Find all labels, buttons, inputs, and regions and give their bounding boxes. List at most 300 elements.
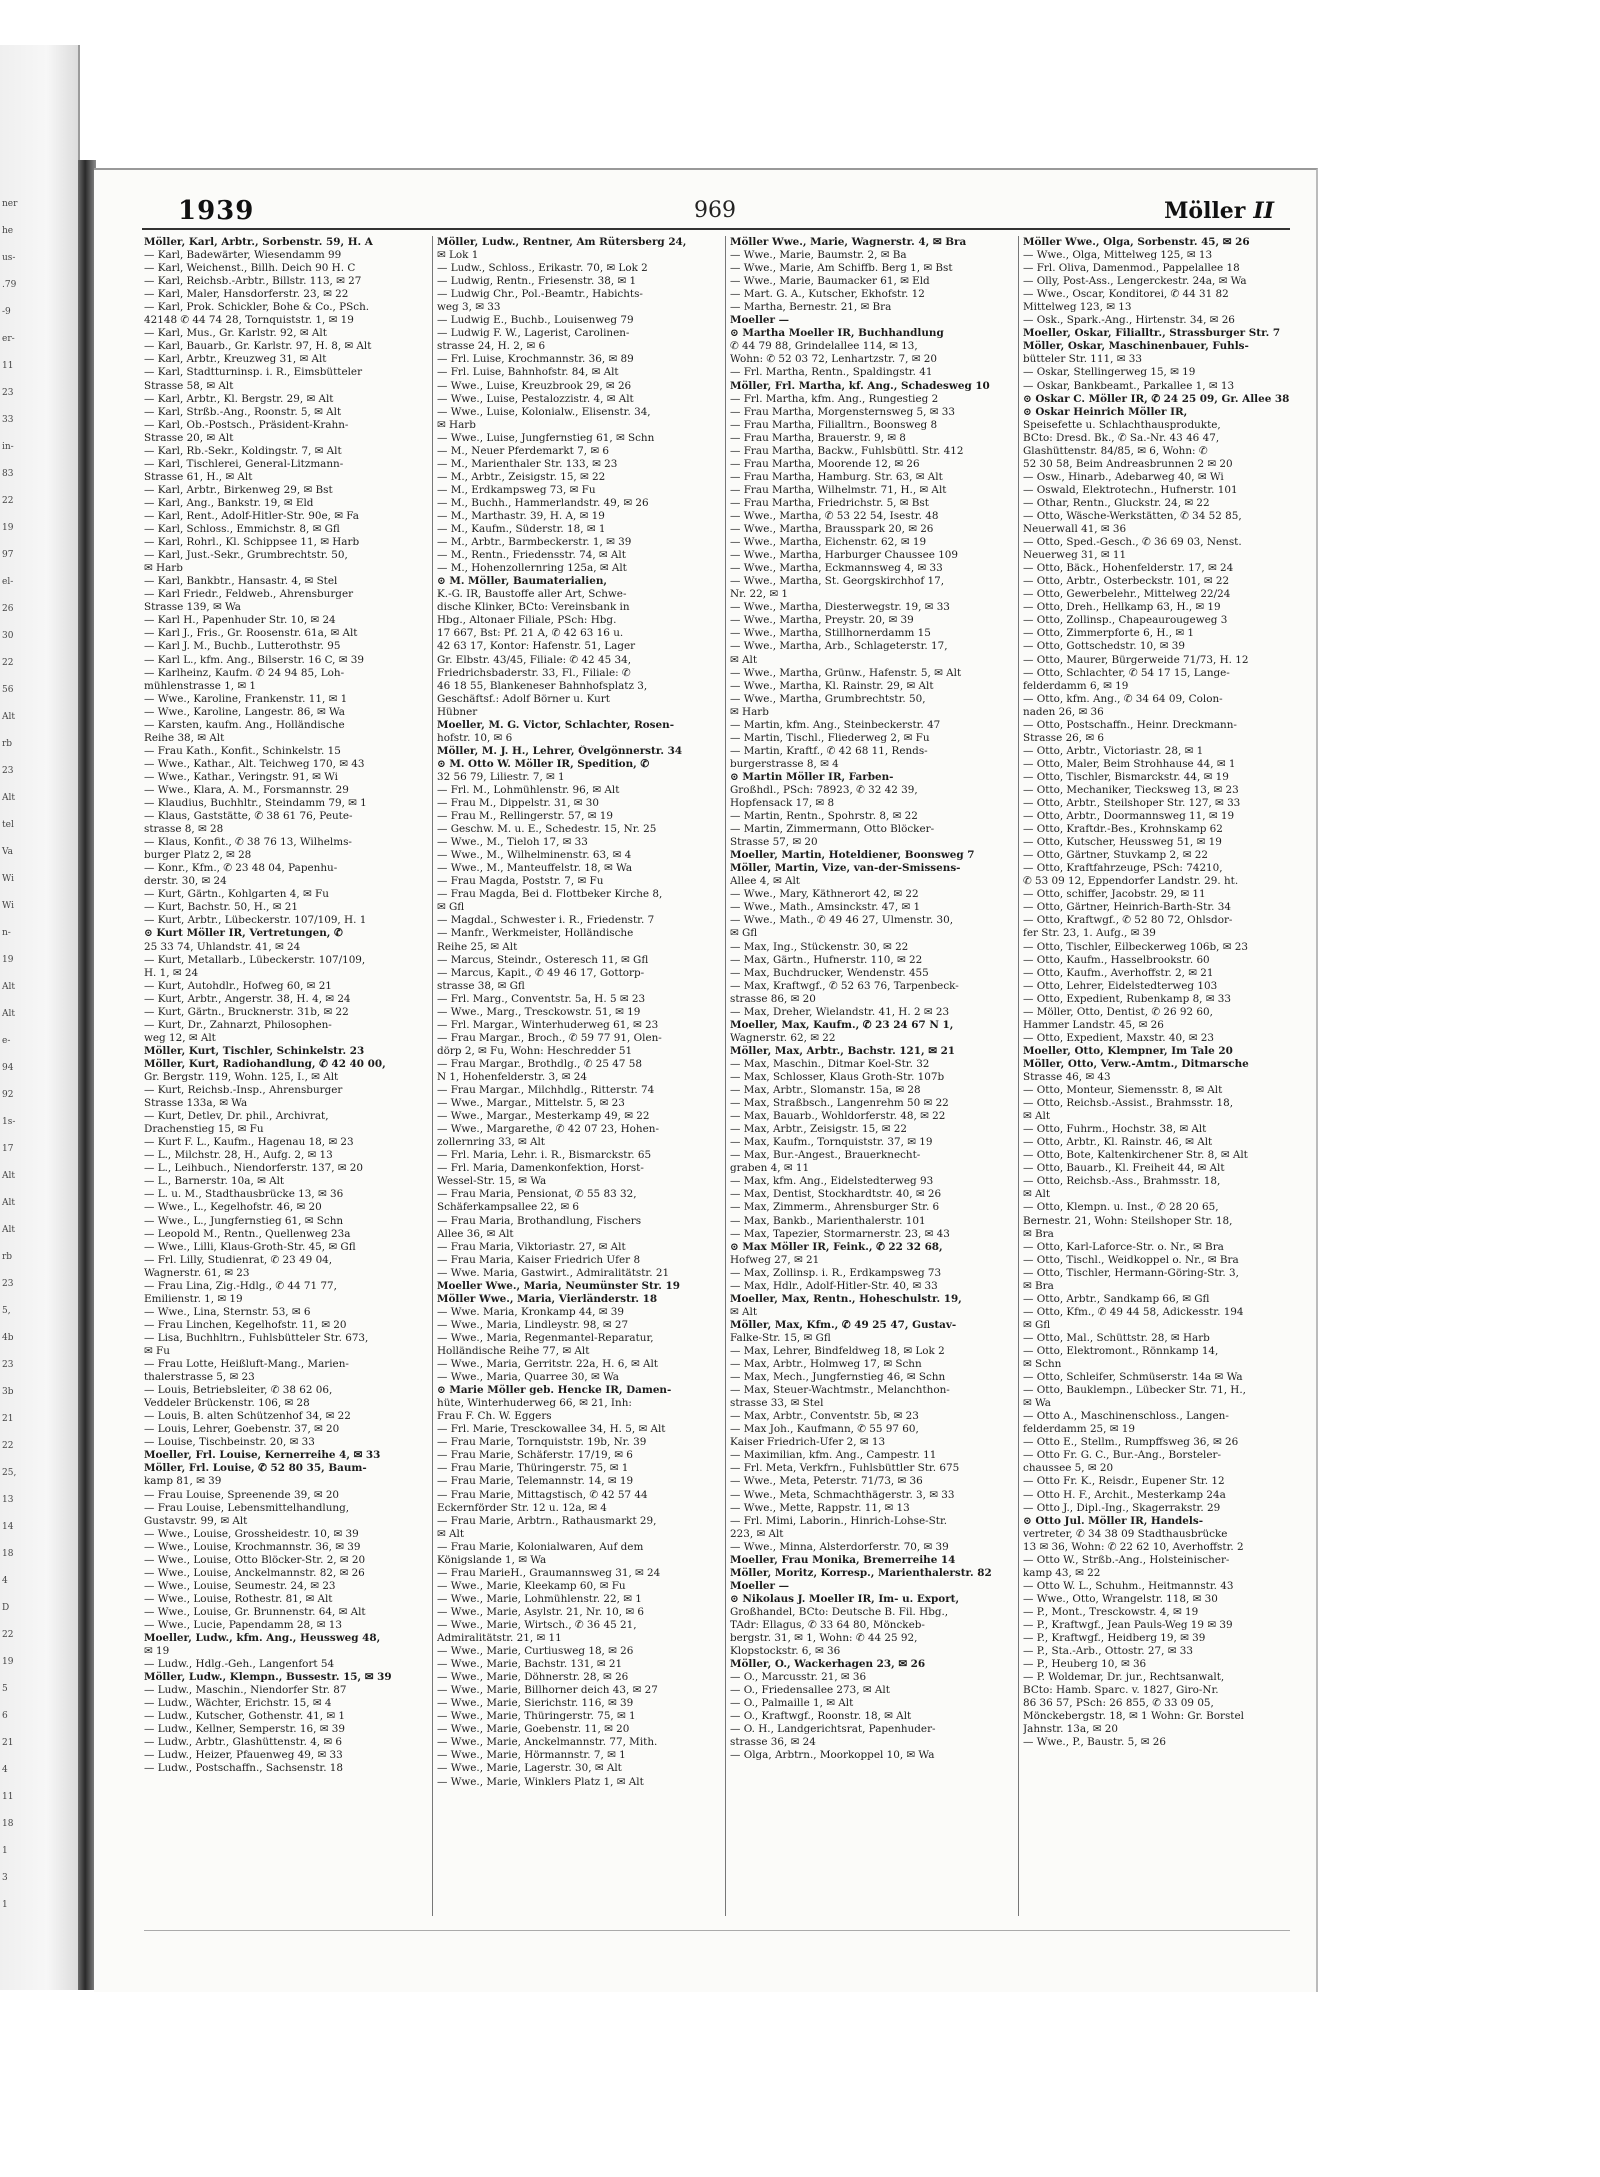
- directory-entry-line: strasse 8, ✉ 28: [144, 823, 224, 836]
- directory-entry-line: ✆ 44 79 88, Grindelallee 114, ✉ 13,: [730, 340, 918, 353]
- directory-entry-line: — Max, Dreher, Wielandstr. 41, H. 2 ✉ 23: [730, 1005, 950, 1018]
- directory-entry-line: ⊙ Nikolaus J. Moeller IR, Im- u. Export,: [730, 1592, 960, 1605]
- directory-entry-line: — Frau Martha, Moorende 12, ✉ 26: [730, 457, 920, 470]
- edge-text-fragment: 26: [2, 604, 14, 614]
- directory-entry-line: Großhdl., PSch: 78923, ✆ 32 42 39,: [730, 783, 918, 796]
- directory-entry-line: Strasse 58, ✉ Alt: [144, 379, 234, 392]
- edge-text-fragment: e-: [2, 1036, 11, 1046]
- directory-entry-line: Allee 36, ✉ Alt: [437, 1227, 514, 1240]
- directory-entry-line: — M., Marthastr. 39, H. A, ✉ 19: [437, 509, 605, 522]
- running-head-part: II: [1253, 198, 1274, 224]
- directory-entry-line: — Karl, Ob.-Postsch., Präsident-Krahn-: [144, 418, 349, 431]
- directory-entry-line: chaussee 5, ✉ 20: [1023, 1462, 1114, 1475]
- directory-entry-line: — Maximilian, kfm. Ang., Campestr. 11: [730, 1449, 937, 1462]
- directory-entry-line: — Otto, Sped.-Gesch., ✆ 36 69 03, Nenst.: [1023, 536, 1242, 549]
- directory-entry-line: — Klaudius, Buchhltr., Steindamm 79, ✉ 1: [144, 797, 367, 810]
- directory-entry-line: — Karl J. M., Buchb., Lutterothstr. 95: [144, 640, 341, 653]
- directory-entry-line: — Martha, Bernestr. 21, ✉ Bra: [730, 301, 892, 314]
- directory-entry-line: Strasse 61, H., ✉ Alt: [144, 470, 253, 483]
- edge-text-fragment: Wi: [2, 874, 14, 884]
- directory-entry-line: — Max, Bur.-Angest., Brauerknecht-: [730, 1149, 921, 1162]
- directory-entry-line: — Max, Straßbsch., Langenrehm 50 ✉ 22: [730, 1097, 949, 1110]
- directory-entry-line: — Otto, Arbtr., Doormannsweg 11, ✉ 19: [1023, 810, 1235, 823]
- directory-entry-line: — Frau Linchen, Kegelhofstr. 11, ✉ 20: [144, 1318, 347, 1331]
- directory-entry-line: — Frau Margar., Brothdlg., ✆ 25 47 58: [437, 1057, 642, 1070]
- directory-entry-line: — Karl, Schloss., Emmichstr. 8, ✉ Gfl: [144, 523, 340, 536]
- directory-entry-line: — Frau M., Dippelstr. 31, ✉ 30: [437, 797, 600, 810]
- directory-entry-line: — M., Marienthaler Str. 133, ✉ 23: [437, 457, 618, 470]
- directory-entry-line: Strasse 133a, ✉ Wa: [144, 1097, 248, 1110]
- directory-entry-line: ✉ Gfl: [437, 901, 465, 914]
- directory-entry-line: — Klaus, Gaststätte, ✆ 38 61 76, Peute-: [144, 810, 353, 823]
- directory-entry-line: dörp 2, ✉ Fu, Wohn: Heschredder 51: [437, 1044, 633, 1057]
- directory-entry-line: Mönckebergstr. 18, ✉ 1 Wohn: Gr. Borstel: [1023, 1710, 1244, 1723]
- column-divider: [1018, 236, 1019, 1916]
- directory-entry-line: ⊙ Oskar Heinrich Möller IR,: [1023, 405, 1188, 418]
- directory-entry-line: Allee 4, ✉ Alt: [730, 875, 800, 888]
- directory-entry-line: — Otto A., Maschinenschloss., Langen-: [1023, 1410, 1229, 1423]
- edge-text-fragment: 11: [2, 1792, 14, 1802]
- directory-entry-line: — Ludw., Arbtr., Glashüttenstr. 4, ✉ 6: [144, 1736, 343, 1749]
- directory-entry-line: — M., Erdkampsweg 73, ✉ Fu: [437, 483, 596, 496]
- directory-entry-line: Gr. Elbstr. 43/45, Filiale: ✆ 42 45 34,: [437, 653, 632, 666]
- directory-entry-line: — Wwe., Maria, Regenmantel-Reparatur,: [437, 1331, 654, 1344]
- edge-text-fragment: ner: [2, 199, 18, 209]
- directory-entry-line: — Karl J., Fris., Gr. Roosenstr. 61a, ✉ Alt: [144, 627, 358, 640]
- directory-column-4: [1023, 236, 1307, 1916]
- directory-entry-line: ⊙ Max Möller IR, Feink., ✆ 22 32 68,: [730, 1240, 943, 1253]
- directory-entry-line: — Max, Arbtr., Slomanstr. 15a, ✉ 28: [730, 1084, 921, 1097]
- edge-text-fragment: 92: [2, 1090, 14, 1100]
- directory-entry-line: — Wwe., Martha, ✆ 53 22 54, Isestr. 48: [730, 509, 939, 522]
- directory-entry-line: — Wwe., Martha, Grünw., Hafenstr. 5, ✉ Alt: [730, 666, 962, 679]
- directory-entry-line: burger Platz 2, ✉ 28: [144, 849, 252, 862]
- directory-entry-line: — Max, Gärtn., Hufnerstr. 110, ✉ 22: [730, 953, 923, 966]
- directory-entry-line: — Otto, Tischl., Weidkoppel o. Nr., ✉ Bra: [1023, 1253, 1239, 1266]
- directory-entry-line: — Wwe., Maria, Lindleystr. 98, ✉ 27: [437, 1318, 629, 1331]
- directory-entry-line: — Otto, Gottschedstr. 10, ✉ 39: [1023, 640, 1185, 653]
- directory-entry-line: Drachenstieg 15, ✉ Fu: [144, 1123, 264, 1136]
- directory-entry-line: — Karsten, kaufm. Ang., Holländische: [144, 718, 345, 731]
- directory-entry-line: 42148 ✆ 44 74 28, Tornquiststr. 1, ✉ 19: [144, 314, 354, 327]
- edge-text-fragment: Alt: [2, 1198, 15, 1208]
- directory-entry-line: — Wwe., Lina, Sternstr. 53, ✉ 6: [144, 1305, 311, 1318]
- directory-entry-line: — Wwe., Marie, Billhorner deich 43, ✉ 27: [437, 1684, 658, 1697]
- directory-entry-line: — Klaus, Konfit., ✆ 38 76 13, Wilhelms-: [144, 836, 352, 849]
- directory-entry-line: — Wwe., Louise, Gr. Brunnenstr. 64, ✉ Alt: [144, 1605, 366, 1618]
- directory-entry-line: — Konr., Kfm., ✆ 23 48 04, Papenhu-: [144, 862, 338, 875]
- directory-entry-line: — Kurt, Detlev, Dr. phil., Archivrat,: [144, 1110, 329, 1123]
- directory-entry-line: — Otto, Kaufm., Hasselbrookstr. 60: [1023, 953, 1210, 966]
- directory-entry-line: — Frau Martha, Friedrichstr. 5, ✉ Bst: [730, 496, 929, 509]
- directory-entry-line: — Otto, schiffer, Jacobstr. 29, ✉ 11: [1023, 888, 1206, 901]
- directory-entry-line: — Wwe., Lucie, Papendamm 28, ✉ 13: [144, 1618, 342, 1631]
- directory-entry-line: — Max, Arbtr., Zeisigstr. 15, ✉ 22: [730, 1123, 908, 1136]
- directory-entry-line: — Wwe., Marie, Kleekamp 60, ✉ Fu: [437, 1579, 626, 1592]
- directory-entry-line: ✉ Lok 1: [437, 249, 479, 262]
- directory-entry-line: — Frl. Oliva, Damenmod., Pappelallee 18: [1023, 262, 1240, 275]
- directory-entry-line: — Frl. Margar., Winterhuderweg 61, ✉ 23: [437, 1018, 659, 1031]
- directory-entry-line: — Otto, Zollinsp., Chapeaurougeweg 3: [1023, 614, 1228, 627]
- directory-entry-line: — M., Hohenzollernring 125a, ✉ Alt: [437, 562, 627, 575]
- directory-entry-line: — Frl. Lilly, Studienrat, ✆ 23 49 04,: [144, 1253, 333, 1266]
- directory-entry-line: — Otto, Arbtr., Sandkamp 66, ✉ Gfl: [1023, 1292, 1210, 1305]
- directory-entry-line: 13 ✉ 36, Wohn: ✆ 22 62 10, Averhoffstr. 2: [1023, 1540, 1244, 1553]
- directory-entry-line: — Max, Kraftwgf., ✆ 52 63 76, Tarpenbeck-: [730, 979, 959, 992]
- directory-entry-line: — Otto, Kfm., ✆ 49 44 58, Adickesstr. 194: [1023, 1305, 1244, 1318]
- directory-entry-line: — Otto H. F., Archit., Mesterkamp 24a: [1023, 1488, 1226, 1501]
- directory-entry-line: — Karl, Bauarb., Gr. Karlstr. 97, H. 8, ✉ Alt: [144, 340, 372, 353]
- edge-text-fragment: us-: [2, 253, 16, 263]
- directory-entry-line: — Frl. M., Lohmühlenstr. 96, ✉ Alt: [437, 783, 620, 796]
- directory-entry-line: — Max, kfm. Ang., Eidelstedterweg 93: [730, 1175, 934, 1188]
- directory-entry-line: Strasse 46, ✉ 43: [1023, 1071, 1111, 1083]
- directory-entry-line: — Wwe., Marie, Anckelmannstr. 77, Mith.: [437, 1736, 658, 1749]
- directory-entry-line: — Magdal., Schwester i. R., Friedenstr. 7: [437, 914, 655, 927]
- directory-entry-line: strasse 36, ✉ 24: [730, 1736, 816, 1749]
- edge-text-fragment: Wi: [2, 901, 14, 911]
- edge-text-fragment: D: [2, 1603, 10, 1613]
- directory-entry-line: — Frl. Mimi, Laborin., Hinrich-Lohse-Str.: [730, 1514, 948, 1527]
- directory-entry-line: — Frl. Luise, Krochmannstr. 36, ✉ 89: [437, 353, 634, 366]
- directory-entry-line: Eckernförder Str. 12 u. 12a, ✉ 4: [437, 1501, 607, 1514]
- directory-entry-line: — Möller, Otto, Dentist, ✆ 26 92 60,: [1023, 1005, 1213, 1018]
- directory-entry-line: felderdamm 25, ✉ 19: [1023, 1423, 1135, 1436]
- directory-entry-line: — Frau Marie, Mittagstisch, ✆ 42 57 44: [437, 1488, 648, 1501]
- directory-entry-line: — Otto, Kraftdr.-Bes., Krohnskamp 62: [1023, 823, 1223, 836]
- edge-text-fragment: 33: [2, 415, 14, 425]
- directory-entry-line: Nr. 22, ✉ 1: [730, 588, 788, 601]
- directory-entry-line: — Otto, Kutscher, Heussweg 51, ✉ 19: [1023, 836, 1222, 849]
- directory-entry-line: — Otto, Tischler, Eilbeckerweg 106b, ✉ 23: [1023, 940, 1249, 953]
- directory-entry-line: — Max, Arbtr., Holmweg 17, ✉ Schn: [730, 1358, 922, 1371]
- directory-entry-line: fer Str. 23, 1. Aufg., ✉ 39: [1023, 927, 1156, 940]
- edge-text-fragment: 19: [2, 955, 14, 965]
- directory-entry-line: — Martin, Kraftf., ✆ 42 68 11, Rends-: [730, 744, 928, 757]
- directory-entry-line: ✉ Harb: [730, 705, 769, 718]
- directory-entry-line: — Karl, Weichenst., Billh. Deich 90 H. C: [144, 262, 356, 275]
- directory-entry-line: — Wwe., M., Tieloh 17, ✉ 33: [437, 836, 588, 849]
- directory-entry-line: Möller, Max, Kfm., ✆ 49 25 47, Gustav-: [730, 1318, 957, 1331]
- directory-entry-line: Moeller, Max, Rentn., Hoheschulstr. 19,: [730, 1292, 962, 1305]
- directory-entry-line: Strasse 139, ✉ Wa: [144, 601, 241, 614]
- directory-entry-line: — Otto E., Stellm., Rumpffsweg 36, ✉ 26: [1023, 1436, 1239, 1449]
- directory-entry-line: — Lisa, Buchhltrn., Fuhlsbütteler Str. 673,: [144, 1331, 369, 1344]
- edge-text-fragment: 19: [2, 523, 14, 533]
- directory-entry-line: — P. Woldemar, Dr. jur., Rechtsanwalt,: [1023, 1671, 1225, 1684]
- edge-text-fragment: 25,: [2, 1468, 17, 1478]
- directory-entry-line: Kaiser Friedrich-Ufer 2, ✉ 13: [730, 1436, 886, 1449]
- directory-entry-line: — Wwe. Maria, Gastwirt., Admiralitätstr. 21: [437, 1266, 670, 1279]
- edge-text-fragment: Alt: [2, 1225, 15, 1235]
- directory-entry-line: — Otto, Maurer, Bürgerweide 71/73, H. 12: [1023, 653, 1249, 666]
- directory-entry-line: — Karl, Ang., Bankstr. 19, ✉ Eld: [144, 496, 314, 509]
- directory-entry-line: — Wwe., Meta, Peterstr. 71/73, ✉ 36: [730, 1475, 923, 1488]
- directory-entry-line: Moeller, Oskar, Filialltr., Strassburger Str. 7: [1023, 327, 1281, 340]
- directory-entry-line: — Otto, Gärtner, Stuvkamp 2, ✉ 22: [1023, 849, 1208, 862]
- edge-text-fragment: 18: [2, 1549, 14, 1559]
- directory-entry-line: — Kurt, Dr., Zahnarzt, Philosophen-: [144, 1018, 332, 1031]
- edge-text-fragment: el-: [2, 577, 14, 587]
- directory-entry-line: graben 4, ✉ 11: [730, 1162, 810, 1175]
- directory-entry-line: — Otto, Bäck., Hohenfelderstr. 17, ✉ 24: [1023, 562, 1234, 575]
- directory-entry-line: — Wwe., Louise, Krochmannstr. 36, ✉ 39: [144, 1540, 361, 1553]
- directory-entry-line: Möller, Kurt, Tischler, Schinkelstr. 23: [144, 1044, 365, 1057]
- directory-entry-line: — Kurt, Reichsb.-Insp., Ahrensburger: [144, 1084, 343, 1097]
- directory-entry-line: — Otto, Mechaniker, Tiecksweg 13, ✉ 23: [1023, 783, 1239, 796]
- directory-entry-line: — M., Kaufm., Süderstr. 18, ✉ 1: [437, 523, 606, 536]
- directory-entry-line: — Karl, Rohrl., Kl. Schippsee 11, ✉ Harb: [144, 536, 360, 549]
- directory-entry-line: — Otto, Wäsche-Werkstätten, ✆ 34 52 85,: [1023, 509, 1242, 522]
- directory-entry-line: — M., Rentn., Friedensstr. 74, ✉ Alt: [437, 549, 626, 562]
- edge-text-fragment: 22: [2, 496, 14, 506]
- directory-entry-line: — Max, Ing., Stückenstr. 30, ✉ 22: [730, 940, 909, 953]
- directory-entry-line: — Wwe., Marie, Am Schiffb. Berg 1, ✉ Bst: [730, 262, 953, 275]
- directory-entry-line: — P., Sta.-Arb., Ottostr. 27, ✉ 33: [1023, 1645, 1193, 1658]
- directory-entry-line: — M., Neuer Pferdemarkt 7, ✉ 6: [437, 444, 609, 457]
- directory-entry-line: — Otto, Karl-Laforce-Str. o. Nr., ✉ Bra: [1023, 1240, 1224, 1253]
- directory-entry-line: Neuerwall 41, ✉ 36: [1023, 523, 1127, 536]
- directory-entry-line: — Karlheinz, Kaufm. ✆ 24 94 85, Loh-: [144, 666, 345, 679]
- directory-entry-line: — Frau Marie, Kolonialwaren, Auf dem: [437, 1540, 644, 1553]
- directory-entry-line: burgerstrasse 8, ✉ 4: [730, 757, 839, 770]
- directory-entry-line: — Wwe., Otto, Wrangelstr. 118, ✉ 30: [1023, 1592, 1218, 1605]
- directory-entry-line: ⊙ Kurt Möller IR, Vertretungen, ✆: [144, 927, 343, 940]
- directory-entry-line: Möller, O., Wackerhagen 23, ✉ 26: [730, 1658, 926, 1671]
- running-head-name: Möller: [1164, 198, 1246, 224]
- directory-entry-line: hüte, Winterhuderweg 66, ✉ 21, Inh:: [437, 1397, 632, 1410]
- directory-entry-line: — Max, Maschin., Ditmar Koel-Str. 32: [730, 1057, 930, 1070]
- directory-entry-line: — Olly, Post-Ass., Lengerckestr. 24a, ✉ Wa: [1023, 275, 1247, 288]
- directory-entry-line: — O. H., Landgerichtsrat, Papenhuder-: [730, 1723, 936, 1736]
- directory-entry-line: — L., Barnerstr. 10a, ✉ Alt: [144, 1175, 285, 1188]
- directory-entry-line: thalerstrasse 5, ✉ 23: [144, 1371, 255, 1384]
- edge-text-fragment: Alt: [2, 793, 15, 803]
- directory-entry-line: — Otto Fr. K., Reisdr., Eupener Str. 12: [1023, 1475, 1225, 1488]
- directory-entry-line: — Kurt, Gärtn., Brucknerstr. 31b, ✉ 22: [144, 1005, 349, 1018]
- directory-entry-line: — Wwe., Martha, Eckmannsweg 4, ✉ 33: [730, 562, 943, 575]
- directory-entry-line: — Ludwig, Rentn., Friesenstr. 38, ✉ 1: [437, 275, 637, 288]
- directory-entry-line: — Otto, Mal., Schüttstr. 28, ✉ Harb: [1023, 1331, 1210, 1344]
- directory-entry-line: — Otto, Schleifer, Schmüserstr. 14a ✉ Wa: [1023, 1371, 1243, 1384]
- directory-entry-line: — Max, Schlosser, Klaus Groth-Str. 107b: [730, 1071, 945, 1083]
- column-divider: [432, 236, 433, 1916]
- page-bottom-rule: [144, 1930, 1290, 1931]
- directory-entry-line: — Oskar, Stellingerweg 15, ✉ 19: [1023, 366, 1196, 379]
- directory-entry-line: — Otto, Arbtr., Kl. Rainstr. 46, ✉ Alt: [1023, 1136, 1213, 1149]
- directory-entry-line: Königslande 1, ✉ Wa: [437, 1553, 547, 1566]
- directory-entry-line: Moeller, Otto, Klempner, Im Tale 20: [1023, 1044, 1233, 1057]
- directory-entry-line: Strasse 26, ✉ 6: [1023, 731, 1105, 744]
- directory-entry-line: 52 30 58, Beim Andreasbrunnen 2 ✉ 20: [1023, 457, 1233, 470]
- directory-entry-line: derstr. 30, ✉ 24: [144, 875, 227, 888]
- directory-entry-line: — Ludw., Heizer, Pfauenweg 49, ✉ 33: [144, 1749, 343, 1762]
- directory-entry-line: naden 26, ✉ 36: [1023, 705, 1104, 718]
- directory-entry-line: — Marcus, Steindr., Osteresch 11, ✉ Gfl: [437, 953, 649, 966]
- directory-entry-line: — Frau Margar., Milchhdlg., Ritterstr. 74: [437, 1084, 655, 1097]
- directory-entry-line: — Wwe., Marie, Hörmannstr. 7, ✉ 1: [437, 1749, 626, 1762]
- directory-entry-line: Veddeler Brückenstr. 106, ✉ 28: [144, 1397, 310, 1410]
- directory-entry-line: — Wwe., Martha, Diesterwegstr. 19, ✉ 33: [730, 601, 950, 614]
- directory-entry-line: — O., Palmaille 1, ✉ Alt: [730, 1697, 854, 1710]
- directory-entry-line: felderdamm 6, ✉ 19: [1023, 679, 1129, 692]
- directory-entry-line: — Wwe., Luise, Kreuzbrook 29, ✉ 26: [437, 379, 632, 392]
- directory-entry-line: Moeller, M. G. Victor, Schlachter, Rosen-: [437, 718, 675, 731]
- edge-text-fragment: 6: [2, 1711, 8, 1721]
- directory-entry-line: — Louis, B. alten Schützenhof 34, ✉ 22: [144, 1410, 351, 1423]
- directory-entry-line: — Otto, Zimmerpforte 6, H., ✉ 1: [1023, 627, 1194, 640]
- edge-text-fragment: 23: [2, 766, 14, 776]
- directory-entry-line: — Frau MarieH., Graumannsweg 31, ✉ 24: [437, 1566, 661, 1579]
- edge-text-fragment: Alt: [2, 1171, 15, 1181]
- directory-entry-line: — Mart. G. A., Kutscher, Ekhofstr. 12: [730, 288, 925, 301]
- directory-entry-line: bergstr. 31, ✉ 1, Wohn: ✆ 44 25 92,: [730, 1632, 918, 1645]
- directory-entry-line: — O., Kraftwgf., Roonstr. 18, ✉ Alt: [730, 1710, 912, 1723]
- directory-entry-line: 32 56 79, Liliestr. 7, ✉ 1: [437, 770, 565, 783]
- directory-entry-line: — Max, Bauarb., Wohldorferstr. 48, ✉ 22: [730, 1110, 946, 1123]
- directory-entry-line: — Ludwig F. W., Lagerist, Carolinen-: [437, 327, 630, 340]
- directory-entry-line: — Frau M., Rellingerstr. 57, ✉ 19: [437, 810, 614, 823]
- directory-entry-line: Möller Wwe., Marie, Wagnerstr. 4, ✉ Bra: [730, 236, 967, 248]
- directory-entry-line: — O., Marcusstr. 21, ✉ 36: [730, 1671, 867, 1684]
- directory-entry-line: — Wwe., Marie, Baumstr. 2, ✉ Ba: [730, 249, 907, 262]
- edge-text-fragment: 18: [2, 1819, 14, 1829]
- edge-text-fragment: 17: [2, 1144, 14, 1154]
- edge-text-fragment: 4: [2, 1576, 8, 1586]
- directory-entry-line: — Kurt, Arbtr., Angerstr. 38, H. 4, ✉ 24: [144, 992, 351, 1005]
- directory-entry-line: Möller, Kurt, Radiohandlung, ✆ 42 40 00,: [144, 1057, 386, 1070]
- directory-entry-line: Hammer Landstr. 45, ✉ 26: [1023, 1018, 1164, 1031]
- page-year: 1939: [178, 196, 255, 226]
- edge-text-fragment: 97: [2, 550, 14, 560]
- directory-entry-line: — Ludw., Hdlg.-Geh., Langenfort 54: [144, 1658, 335, 1671]
- directory-entry-line: — Frl. Marg., Conventstr. 5a, H. 5 ✉ 23: [437, 992, 646, 1005]
- directory-entry-line: — Otto, Arbtr., Victoriastr. 28, ✉ 1: [1023, 744, 1204, 757]
- directory-entry-line: — Kurt, Autohdlr., Hofweg 60, ✉ 21: [144, 979, 332, 992]
- directory-entry-line: — Wwe., Mary, Käthnerort 42, ✉ 22: [730, 888, 919, 901]
- directory-entry-line: — P., Heuberg 10, ✉ 36: [1023, 1658, 1147, 1671]
- directory-entry-line: — Max, Zimmerm., Ahrensburger Str. 6: [730, 1201, 940, 1214]
- directory-entry-line: — Wwe., Marie, Lohmühlenstr. 22, ✉ 1: [437, 1592, 642, 1605]
- edge-text-fragment: he: [2, 226, 14, 236]
- directory-entry-line: Holländische Reihe 77, ✉ Alt: [437, 1344, 590, 1357]
- directory-entry-line: — M., Arbtr., Barmbeckerstr. 1, ✉ 39: [437, 536, 632, 549]
- directory-entry-line: — Max, Zollinsp. i. R., Erdkampsweg 73: [730, 1266, 942, 1279]
- directory-entry-line: — Oskar, Bankbeamt., Parkallee 1, ✉ 13: [1023, 379, 1235, 392]
- directory-entry-line: — Ludwig E., Buchb., Louisenweg 79: [437, 314, 634, 327]
- directory-entry-line: — Frl. Martha, Rentn., Spaldingstr. 41: [730, 366, 933, 379]
- directory-entry-line: ⊙ Otto Jul. Möller IR, Handels-: [1023, 1514, 1204, 1527]
- directory-entry-line: — Wwe., Martha, Stillhornerdamm 15: [730, 627, 931, 640]
- edge-text-fragment: -9: [2, 307, 11, 317]
- edge-text-fragment: in-: [2, 442, 14, 452]
- directory-entry-line: — Ludw., Schloss., Erikastr. 70, ✉ Lok 2: [437, 262, 648, 275]
- directory-entry-line: — Frau Maria, Brothandlung, Fischers: [437, 1214, 642, 1227]
- directory-entry-line: — Otto J., Dipl.-Ing., Skagerrakstr. 29: [1023, 1501, 1221, 1514]
- directory-entry-line: zollernring 33, ✉ Alt: [437, 1136, 545, 1149]
- directory-entry-line: Speisefette u. Schlachthausprodukte,: [1023, 418, 1221, 431]
- directory-entry-line: — Wwe. Maria, Kronkamp 44, ✉ 39: [437, 1305, 624, 1318]
- directory-entry-line: Reihe 25, ✉ Alt: [437, 940, 518, 953]
- directory-entry-line: — Frau Lina, Zig.-Hdlg., ✆ 44 71 77,: [144, 1279, 337, 1292]
- directory-entry-line: 86 36 57, PSch: 26 855, ✆ 33 09 05,: [1023, 1697, 1214, 1710]
- directory-entry-line: — Frau Louise, Lebensmittelhandlung,: [144, 1501, 350, 1514]
- directory-entry-line: — Wwe., Louise, Otto Blöcker-Str. 2, ✉ 20: [144, 1553, 366, 1566]
- directory-page: [94, 168, 1318, 1992]
- directory-entry-line: — Karl L., kfm. Ang., Bilserstr. 16 C, ✉ 39: [144, 653, 365, 666]
- directory-entry-line: Falke-Str. 15, ✉ Gfl: [730, 1331, 831, 1344]
- directory-entry-line: 223, ✉ Alt: [730, 1527, 784, 1540]
- directory-entry-line: — Othar, Rentn., Gluckstr. 24, ✉ 22: [1023, 496, 1210, 509]
- directory-entry-line: — Wwe., Martha, Preystr. 20, ✉ 39: [730, 614, 914, 627]
- directory-entry-line: — Wwe., Maria, Gerritstr. 22a, H. 6, ✉ Alt: [437, 1358, 658, 1371]
- directory-entry-line: 17 667, Bst: Pf. 21 A, ✆ 42 63 16 u.: [437, 627, 624, 640]
- directory-entry-line: Möller, Karl, Arbtr., Sorbenstr. 59, H. A: [144, 236, 373, 248]
- directory-entry-line: ✉ Alt: [730, 653, 758, 666]
- directory-entry-line: ✉ Harb: [437, 418, 476, 431]
- edge-text-fragment: rb: [2, 1252, 13, 1262]
- directory-entry-line: — Wwe., Math., Amsinckstr. 47, ✉ 1: [730, 901, 921, 914]
- directory-entry-line: — Frl. Marie, Tresckowallee 34, H. 5, ✉ Alt: [437, 1423, 666, 1436]
- edge-text-fragment: er-: [2, 334, 15, 344]
- directory-entry-line: — Oswald, Elektrotechn., Hufnerstr. 101: [1023, 483, 1238, 496]
- directory-entry-line: Friedrichsbaderstr. 33, Fl., Filiale: ✆: [437, 666, 631, 679]
- directory-entry-line: Möller Wwe., Maria, Vierländerstr. 18: [437, 1292, 658, 1305]
- directory-entry-line: — Max, Kaufm., Tornquiststr. 37, ✉ 19: [730, 1136, 933, 1149]
- directory-entry-line: Hbg., Altonaer Filiale, PSch: Hbg.: [437, 614, 617, 627]
- directory-entry-line: — Wwe., M., Manteuffelstr. 18, ✉ Wa: [437, 862, 633, 875]
- directory-entry-line: Moeller —: [730, 314, 790, 327]
- directory-entry-line: strasse 24, H. 2, ✉ 6: [437, 340, 546, 353]
- directory-entry-line: ✉ Alt: [1023, 1188, 1051, 1201]
- directory-entry-line: — Louise, Tischbeinstr. 20, ✉ 33: [144, 1436, 315, 1449]
- directory-entry-line: ✉ Gfl: [730, 927, 758, 940]
- directory-entry-line: — P., Mont., Tresckowstr. 4, ✉ 19: [1023, 1605, 1199, 1618]
- directory-entry-line: H. 1, ✉ 24: [144, 966, 199, 979]
- directory-entry-line: — Kurt, Gärtn., Kohlgarten 4, ✉ Fu: [144, 888, 329, 901]
- directory-entry-line: Moeller, Martin, Hoteldiener, Boonsweg 7: [730, 849, 975, 862]
- directory-entry-line: — Otto, Reichsb.-Assist., Brahmsstr. 18,: [1023, 1097, 1234, 1110]
- directory-entry-line: — Karl, Rb.-Sekr., Koldingstr. 7, ✉ Alt: [144, 444, 342, 457]
- directory-entry-line: — Marcus, Kapit., ✆ 49 46 17, Gottorp-: [437, 966, 645, 979]
- edge-text-fragment: 23: [2, 388, 14, 398]
- directory-entry-line: — Otto, Tischler, Bismarckstr. 44, ✉ 19: [1023, 770, 1229, 783]
- directory-entry-line: Hopfensack 17, ✉ 8: [730, 797, 835, 810]
- directory-entry-line: — Otto, Reichsb.-Ass., Brahmsstr. 18,: [1023, 1175, 1221, 1188]
- directory-entry-line: — Karl, Arbtr., Kl. Bergstr. 29, ✉ Alt: [144, 392, 334, 405]
- directory-entry-line: — Wwe., Marie, Curtiusweg 18, ✉ 26: [437, 1645, 634, 1658]
- directory-entry-line: — Wwe., Martha, St. Georgskirchhof 17,: [730, 575, 945, 588]
- edge-text-fragment: 23: [2, 1279, 14, 1289]
- directory-entry-line: Wohn: ✆ 52 03 72, Lenhartzstr. 7, ✉ 20: [730, 353, 937, 366]
- directory-entry-line: ✆ 53 09 12, Eppendorfer Landstr. 29. ht.: [1023, 875, 1239, 888]
- directory-entry-line: — Otto W. L., Schuhm., Heitmannstr. 43: [1023, 1579, 1234, 1592]
- directory-entry-line: kamp 43, ✉ 22: [1023, 1566, 1101, 1579]
- directory-entry-line: Möller, Otto, Verw.-Amtm., Ditmarsche: [1023, 1057, 1249, 1070]
- directory-entry-line: — Wwe., Martha, Kl. Rainstr. 29, ✉ Alt: [730, 679, 934, 692]
- directory-entry-line: — Otto, kfm. Ang., ✆ 34 64 09, Colon-: [1023, 692, 1223, 705]
- directory-entry-line: — Wwe., M., Wilhelminenstr. 63, ✉ 4: [437, 849, 632, 862]
- directory-entry-line: Moeller, Frau Monika, Bremerreihe 14: [730, 1553, 956, 1566]
- directory-entry-line: — Wwe., Meta, Schmachthägerstr. 3, ✉ 33: [730, 1488, 955, 1501]
- directory-entry-line: — Martin, kfm. Ang., Steinbeckerstr. 47: [730, 718, 941, 731]
- directory-entry-line: — Martin, Zimmermann, Otto Blöcker-: [730, 823, 935, 836]
- directory-entry-line: — Wwe., Marie, Goebenstr. 11, ✉ 20: [437, 1723, 630, 1736]
- directory-entry-line: Neuerweg 31, ✉ 11: [1023, 549, 1127, 562]
- directory-entry-line: — Max, Bankb., Marienthalerstr. 101: [730, 1214, 926, 1227]
- directory-entry-line: Klopstockstr. 6, ✉ 36: [730, 1645, 841, 1658]
- directory-entry-line: — Frau Lotte, Heißluft-Mang., Marien-: [144, 1358, 349, 1371]
